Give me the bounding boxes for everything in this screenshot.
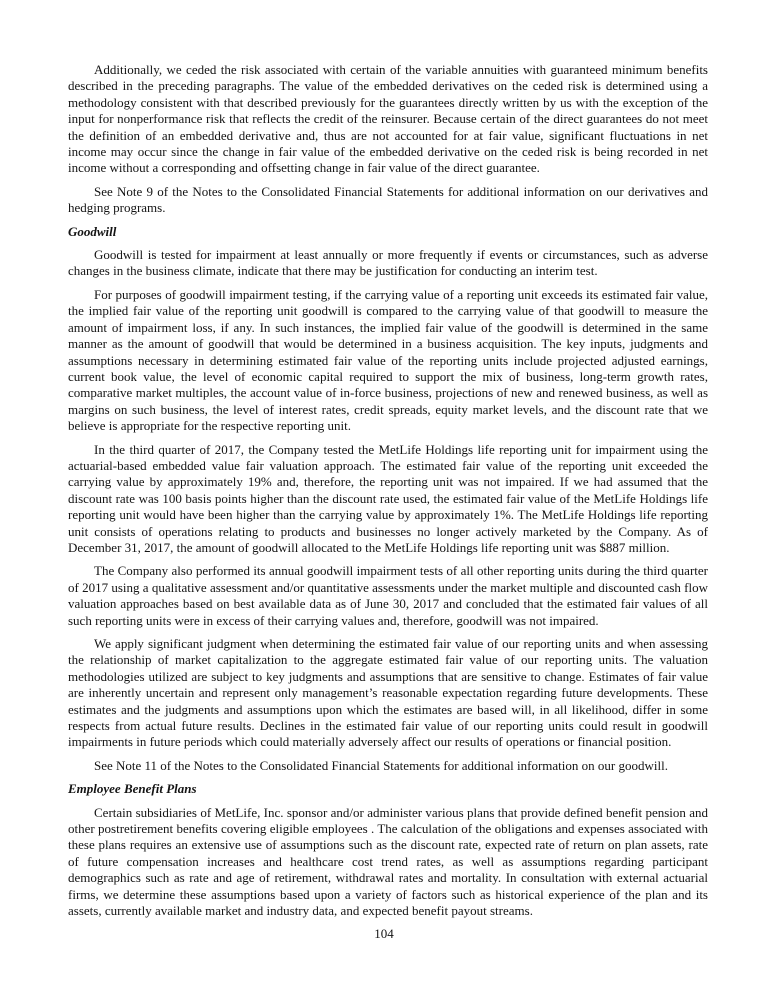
paragraph-annual-tests: The Company also performed its annual goodwill impairment tests of all other reporting units during the third quarter of 2017 using a qualitative assessment and/or quantitative assessments under the market multiple and discounted cash flow valuation approaches based on best available data as of June 30, 2017 and concluded that the estimated fair values of all such reporting units were in excess of their carrying values and, therefore, goodwill was not impaired.	[68, 563, 708, 628]
paragraph-goodwill-intro: Goodwill is tested for impairment at least annually or more frequently if events or circumstances, such as adverse changes in the business climate, indicate that there may be justification for conducting an interim test.	[68, 247, 708, 279]
section-heading-goodwill: Goodwill	[68, 223, 117, 239]
paragraph-see-note-9: See Note 9 of the Notes to the Consolidated Financial Statements for additional information on our derivatives and hedging programs.	[68, 183, 708, 216]
paragraph-employee-benefit-intro: Certain subsidiaries of MetLife, Inc. sponsor and/or administer various plans that provide defined benefit pension and other postretirement benefits covering eligible employees . The calculation of the obligations and expenses associated with these plans requires an extensive use of assumptions such as the discount rate, expected rate of return on plan assets, rate of future compensation increases and healthcare cost trend rates, as well as assumptions regarding participant demographics such as rate and age of retirement, withdrawal rates and mortality. In consultation with external actuarial firms, we determine these assumptions based upon a variety of factors such as historical experience of the plan and its assets, currently available market and industry data, and expected benefit payout streams.	[68, 804, 708, 919]
paragraph-goodwill-testing: For purposes of goodwill impairment testing, if the carrying value of a reporting unit exceeds its estimated fair value, the implied fair value of the reporting unit goodwill is compared to the carrying value of that goodwill to measure the amount of impairment loss, if any. In such instances, the implied fair value of the goodwill is determined in the same manner as the amount of goodwill that would be determined in a business acquisition. The key inputs, judgments and assumptions necessary in determining estimated fair value of the reporting units include projected adjusted earnings, current book value, the level of economic capital required to support the mix of business, long-term growth rates, comparative market multiples, the account value of in-force business, projections of new and renewed business, as well as margins on such business, the level of interest rates, credit spreads, equity market levels, and the discount rate that we believe is appropriate for the respective reporting unit.	[68, 286, 708, 434]
section-heading-employee-benefit-plans: Employee Benefit Plans	[68, 781, 197, 797]
paragraph-q3-2017-test: In the third quarter of 2017, the Company tested the MetLife Holdings life reporting unit for impairment using the actuarial-based embedded value fair valuation approach. The estimated fair value of the reporting unit exceeded the carrying value by approximately 19% and, therefore, the reporting unit was not impaired. If we had assumed that the discount rate was 100 basis points higher than the discount rate used, the estimated fair value of the MetLife Holdings life reporting unit would have been higher than the carrying value by approximately 1%. The MetLife Holdings life reporting unit consists of operations relating to products and businesses no longer actively marketed by the Company. As of December 31, 2017, the amount of goodwill allocated to the MetLife Holdings life reporting unit was $887 million.	[68, 441, 708, 555]
document-body	[68, 62, 708, 927]
paragraph-see-note-11: See Note 11 of the Notes to the Consolidated Financial Statements for additional information on our goodwill.	[94, 757, 668, 773]
paragraph-judgment: We apply significant judgment when determining the estimated fair value of our reporting units and when assessing the relationship of market capitalization to the aggregate estimated fair value of our reporting units. The valuation methodologies utilized are subject to key judgments and assumptions that are sensitive to change. Estimates of fair value are inherently uncertain and represent only management’s reasonable expectation regarding future developments. These estimates and the judgments and assumptions upon which the estimates are based will, in all likelihood, differ in some respects from actual future results. Declines in the estimated fair value of our reporting units could result in goodwill impairments in future periods which could materially adversely affect our results of operations or financial position.	[68, 636, 708, 750]
paragraph-ceded-risk: Additionally, we ceded the risk associated with certain of the variable annuities with guaranteed minimum benefits described in the preceding paragraphs. The value of the embedded derivatives on the ceded risk is determined using a methodology consistent with that described previously for the guarantees directly written by us with the exception of the input for nonperformance risk that reflects the credit of the reinsurer. Because certain of the direct guarantees do not meet the definition of an embedded derivative and, thus are not accounted for at fair value, significant fluctuations in net income may occur since the change in fair value of the embedded derivative on the ceded risk is being recorded in net income without a corresponding and offsetting change in fair value of the direct guarantee.	[68, 62, 708, 176]
page-number: 104	[374, 926, 394, 941]
